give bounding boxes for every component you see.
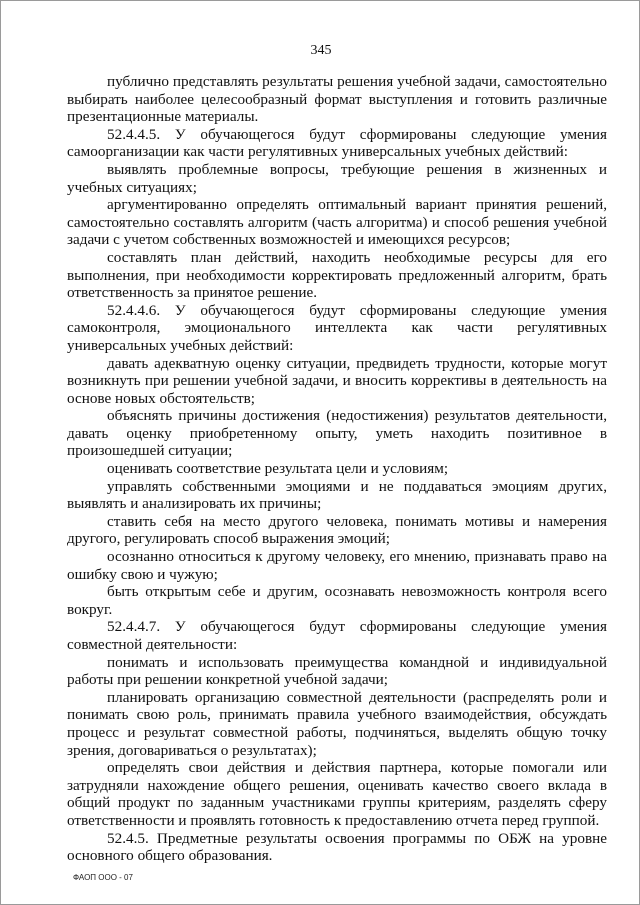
paragraph: выявлять проблемные вопросы, требующие решения в жизненных и учебных ситуациях; <box>67 160 607 196</box>
paragraph: 52.4.4.7. У обучающегося будут сформированы следующие умения совместной деятельности: <box>67 618 607 653</box>
paragraph: 52.4.4.5. У обучающегося будут сформированы следующие умения самоорганизации как части регулятивных универсальных учебных действий: <box>67 125 607 161</box>
paragraph: аргументированно определять оптимальный вариант принятия решений, самостоятельно составлять алгоритм (часть алгоритма) и способ решения учебной задачи с учетом собственных возможностей и имеющихся ресурсов; <box>67 196 607 249</box>
paragraph: планировать организацию совместной деятельности (распределять роли и понимать свою роль, принимать правила учебного взаимодействия, обсуждать процесс и результат совместной работы, подчиняться, выделять общую точку зрения, договариваться о результатах); <box>67 688 607 759</box>
paragraph: давать адекватную оценку ситуации, предвидеть трудности, которые могут возникнуть при решении учебной задачи, и вносить коррективы в деятельность на основе новых обстоятельств; <box>67 354 607 407</box>
paragraph: 52.4.4.6. У обучающегося будут сформированы следующие умения самоконтроля, эмоционального интеллекта как части регулятивных универсальных учебных действий: <box>67 301 607 354</box>
paragraph: осознанно относиться к другому человеку, его мнению, признавать право на ошибку свою и чужую; <box>67 548 607 583</box>
paragraph: определять свои действия и действия партнера, которые помогали или затрудняли нахождение общего решения, оценивать качество своего вклада в общий продукт по заданным участниками группы критериям, разделять сферу ответственности и проявлять готовность к предоставлению отчета перед группой. <box>67 759 607 829</box>
paragraph: объяснять причины достижения (недостижения) результатов деятельности, давать оценку приобретенному опыту, уметь находить позитивное в произошедшей ситуации; <box>67 407 607 460</box>
page-number: 345 <box>310 43 332 58</box>
page-content <box>67 73 607 865</box>
paragraph: ставить себя на место другого человека, понимать мотивы и намерения другого, регулировать способ выражения эмоций; <box>67 512 607 548</box>
paragraph: оценивать соответствие результата цели и условиям; <box>107 460 449 478</box>
paragraph: 52.4.5. Предметные результаты освоения программы по ОБЖ на уровне основного общего образования. <box>67 829 607 865</box>
paragraph: быть открытым себе и другим, осознавать невозможность контроля всего вокруг. <box>67 583 607 618</box>
paragraph: составлять план действий, находить необходимые ресурсы для его выполнения, при необходимости корректировать предложенный алгоритм, брать ответственность за принятое решение. <box>67 248 607 302</box>
paragraph: понимать и использовать преимущества командной и индивидуальной работы при решении конкретной учебной задачи; <box>67 653 607 689</box>
footer-code: ФАОП ООО - 07 <box>73 873 133 882</box>
paragraph: публично представлять результаты решения учебной задачи, самостоятельно выбирать наиболее целесообразный формат выступления и готовить различные презентационные материалы. <box>67 73 607 126</box>
paragraph: управлять собственными эмоциями и не поддаваться эмоциям других, выявлять и анализировать их причины; <box>67 477 607 513</box>
